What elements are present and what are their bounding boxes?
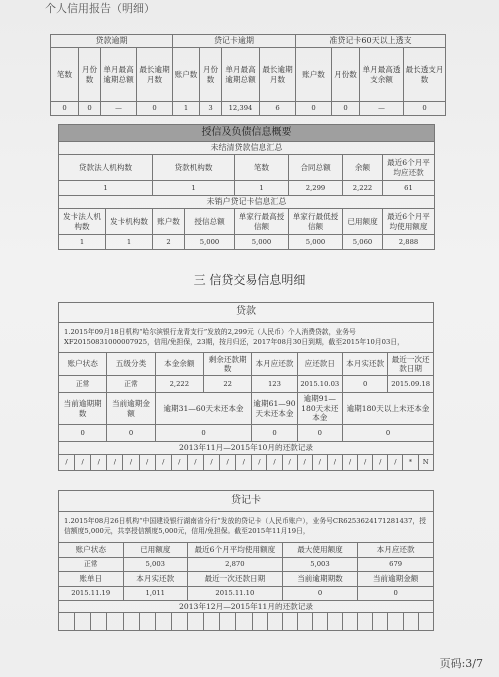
table-cell: 5,000 xyxy=(185,235,235,250)
record-cell: / xyxy=(342,455,357,471)
table-cell: 0 xyxy=(252,425,297,442)
column-header: 本月实还款 xyxy=(342,353,387,376)
table-cell: 1 xyxy=(59,235,106,250)
column-header: 授信总额 xyxy=(185,209,235,235)
record-cell xyxy=(107,613,123,631)
table-cell: 22 xyxy=(203,376,251,393)
record-cell xyxy=(267,613,282,631)
table-cell: 5,003 xyxy=(123,558,188,572)
record-cell xyxy=(297,613,312,631)
column-header: 账户数 xyxy=(153,209,185,235)
column-header: 最近6个月平均应还款 xyxy=(383,155,435,181)
table-cell: 2015.09.18 xyxy=(388,376,434,393)
record-cell: / xyxy=(388,455,403,471)
column-header: 合同总额 xyxy=(289,155,343,181)
column-header: 当前逾期期数 xyxy=(282,572,358,587)
column-header: 单月最高逾期总额 xyxy=(222,48,260,102)
card-detail-title: 贷记卡 xyxy=(59,491,434,512)
column-header: 最大使用额度 xyxy=(282,543,358,558)
record-cell: / xyxy=(282,455,297,471)
table-cell: 5,000 xyxy=(289,235,343,250)
table-cell: 12,394 xyxy=(222,102,260,116)
record-cell: / xyxy=(220,455,236,471)
column-header: 单家行最高授信额 xyxy=(235,209,289,235)
table-cell: 0 xyxy=(79,102,101,116)
record-cell: / xyxy=(187,455,203,471)
column-header: 已用额度 xyxy=(343,209,383,235)
column-header: 贷款法人机构数 xyxy=(59,155,153,181)
column-header: 账户数 xyxy=(296,48,332,102)
record-cell: / xyxy=(297,455,312,471)
table-cell: 0 xyxy=(332,102,360,116)
table-cell: 1,011 xyxy=(123,587,188,601)
column-header: 当前逾期金额 xyxy=(358,572,434,587)
table-cell: 0 xyxy=(297,425,342,442)
record-cell xyxy=(91,613,107,631)
table-row xyxy=(59,425,434,442)
record-cell: / xyxy=(373,455,388,471)
column-header: 当前逾期期数 xyxy=(59,393,107,425)
column-header: 月份数 xyxy=(200,48,222,102)
record-cell xyxy=(312,613,327,631)
column-header: 月份数 xyxy=(332,48,360,102)
record-cell xyxy=(236,613,252,631)
record-cell xyxy=(75,613,91,631)
table-cell: 2015.11.10 xyxy=(188,587,283,601)
column-header: 本金余额 xyxy=(155,353,203,376)
table-row xyxy=(59,181,435,196)
table-cell: 0 xyxy=(404,102,446,116)
record-cell: / xyxy=(123,455,139,471)
column-header: 本月应还款 xyxy=(358,543,434,558)
card-detail-table xyxy=(58,490,434,631)
table-cell: 6 xyxy=(260,102,296,116)
record-cell: / xyxy=(358,455,373,471)
card-summary-subtitle: 未销户贷记卡信息汇总 xyxy=(59,196,435,209)
column-header: 最近6个月平均使用额度 xyxy=(383,209,435,235)
table-cell: 2015.11.19 xyxy=(59,587,124,601)
record-cell xyxy=(343,613,358,631)
table-cell: 61 xyxy=(383,181,435,196)
group-loan-overdue: 贷款逾期 xyxy=(51,35,173,48)
loan-detail-title: 贷款 xyxy=(59,303,434,323)
column-header: 账户状态 xyxy=(59,543,124,558)
table-cell: 0 xyxy=(51,102,79,116)
record-cell xyxy=(171,613,187,631)
record-cell: / xyxy=(91,455,107,471)
record-cell: / xyxy=(252,455,267,471)
column-header: 余额 xyxy=(343,155,383,181)
column-header: 剩余还款期数 xyxy=(203,353,251,376)
column-header: 最长逾期月数 xyxy=(137,48,173,102)
column-header: 逾期31—60天未还本金 xyxy=(155,393,252,425)
table-cell: 2,888 xyxy=(383,235,435,250)
record-cell xyxy=(418,613,433,631)
table-cell: 0 xyxy=(59,425,107,442)
record-cell: / xyxy=(236,455,252,471)
column-header: 账户状态 xyxy=(59,353,107,376)
table-cell: 0 xyxy=(296,102,332,116)
table-cell: — xyxy=(101,102,137,116)
section-title: 三 信贷交易信息明细 xyxy=(193,273,306,287)
table-cell: 5,060 xyxy=(343,235,383,250)
table-cell: 1 xyxy=(106,235,153,250)
table-cell: 正常 xyxy=(107,376,155,393)
column-header: 最近6个月平均使用额度 xyxy=(188,543,283,558)
overdue-summary-table xyxy=(50,34,446,116)
table-cell: 5,003 xyxy=(282,558,358,572)
column-header: 笔数 xyxy=(235,155,289,181)
column-header: 逾期91—180天未还本金 xyxy=(297,393,342,425)
record-cell: / xyxy=(327,455,342,471)
table-row xyxy=(59,558,434,572)
column-header: 最长逾期月数 xyxy=(260,48,296,102)
table-cell: 1 xyxy=(59,181,153,196)
table-cell: 0 xyxy=(282,587,358,601)
record-cell: / xyxy=(171,455,187,471)
table-cell: 0 xyxy=(342,376,387,393)
record-cell: N xyxy=(418,455,433,471)
table-cell: 1 xyxy=(153,181,235,196)
loan-description: 1.2015年09月18日机构“哈尔滨银行龙青支行”发放的2,299元（人民币）个人消费贷款，业务号XF20150831000007925，信用/免担保，23期，按月归还，2017年08月30日到期，截至2015年10月03日， xyxy=(59,323,434,353)
record-cell: / xyxy=(312,455,327,471)
table-row xyxy=(51,102,446,116)
record-cell: / xyxy=(107,455,123,471)
report-header: 个人信用报告（明细） xyxy=(45,2,155,15)
record-cell xyxy=(188,613,204,631)
table-cell: 123 xyxy=(252,376,297,393)
column-header: 发卡法人机构数 xyxy=(59,209,106,235)
column-header: 最近一次还款日期 xyxy=(188,572,283,587)
column-header: 单月最高逾期总额 xyxy=(101,48,137,102)
table-cell: 679 xyxy=(358,558,434,572)
loan-summary-subtitle: 未结清贷款信息汇总 xyxy=(59,142,435,155)
table-cell: 1 xyxy=(235,181,289,196)
group-semi-card-overdraft: 准贷记卡60天以上透支 xyxy=(296,35,446,48)
record-cell xyxy=(328,613,343,631)
record-cell xyxy=(358,613,373,631)
column-header: 单月最高透支余额 xyxy=(360,48,404,102)
table-cell: 0 xyxy=(358,587,434,601)
repayment-record-title: 2013年11月—2015年10月的还款记录 xyxy=(59,442,434,455)
credit-overview-table xyxy=(58,124,435,250)
table-cell: — xyxy=(360,102,404,116)
table-cell: 2,222 xyxy=(343,181,383,196)
column-header: 逾期61—90天未还本金 xyxy=(252,393,297,425)
table-cell: 5,000 xyxy=(235,235,289,250)
loan-detail-table xyxy=(58,302,434,471)
column-header: 单家行最低授信额 xyxy=(289,209,343,235)
record-cell: / xyxy=(139,455,155,471)
record-cell xyxy=(252,613,267,631)
table-cell: 0 xyxy=(137,102,173,116)
column-header: 最近一次还款日期 xyxy=(388,353,434,376)
column-header: 本月实还款 xyxy=(123,572,188,587)
column-header: 已用额度 xyxy=(123,543,188,558)
column-header: 最长透支月数 xyxy=(404,48,446,102)
record-cell xyxy=(220,613,236,631)
column-header: 当前逾期金额 xyxy=(107,393,155,425)
column-header: 账单日 xyxy=(59,572,124,587)
record-cell xyxy=(282,613,297,631)
table-cell: 正常 xyxy=(59,558,124,572)
credit-overview-title: 授信及负债信息概要 xyxy=(59,125,435,142)
repayment-record-row xyxy=(59,455,434,471)
record-cell: / xyxy=(75,455,91,471)
table-row xyxy=(59,587,434,601)
column-header: 贷款机构数 xyxy=(153,155,235,181)
table-row xyxy=(59,376,434,393)
table-cell: 2,299 xyxy=(289,181,343,196)
record-cell: / xyxy=(203,455,219,471)
card-description: 1.2015年08月26日机构“中国建设银行湖南省分行”发放的贷记卡（人民币账户），业务号CR6253624171281437，授信额度5,000元，共享授信额度5,000元，信用/免担保。截至2015年11月19日， xyxy=(59,512,434,543)
record-cell xyxy=(204,613,220,631)
record-cell xyxy=(123,613,139,631)
table-cell: 2,222 xyxy=(155,376,203,393)
record-cell: * xyxy=(403,455,418,471)
record-cell xyxy=(139,613,155,631)
table-cell: 3 xyxy=(200,102,222,116)
table-cell: 0 xyxy=(342,425,433,442)
table-cell: 正常 xyxy=(59,376,107,393)
column-header: 应还款日 xyxy=(297,353,342,376)
column-header: 五级分类 xyxy=(107,353,155,376)
record-cell xyxy=(403,613,418,631)
column-header: 本月应还款 xyxy=(252,353,297,376)
record-cell xyxy=(155,613,171,631)
record-cell xyxy=(388,613,403,631)
record-cell xyxy=(59,613,75,631)
table-cell: 2015.10.03 xyxy=(297,376,342,393)
column-header: 发卡机构数 xyxy=(106,209,153,235)
repayment-record-row xyxy=(59,613,434,631)
table-cell: 1 xyxy=(173,102,200,116)
column-header: 月份数 xyxy=(79,48,101,102)
record-cell xyxy=(373,613,388,631)
column-header: 逾期180天以上未还本金 xyxy=(342,393,433,425)
table-cell: 0 xyxy=(155,425,252,442)
record-cell: / xyxy=(155,455,171,471)
page-number: 页码:3/7 xyxy=(439,657,483,670)
record-cell: / xyxy=(59,455,75,471)
column-header: 账户数 xyxy=(173,48,200,102)
group-card-overdue: 贷记卡逾期 xyxy=(173,35,296,48)
column-header: 笔数 xyxy=(51,48,79,102)
table-cell: 0 xyxy=(107,425,155,442)
repayment-record-title: 2013年12月—2015年11月的还款记录 xyxy=(59,601,434,613)
record-cell: / xyxy=(267,455,282,471)
table-row xyxy=(59,235,435,250)
table-cell: 2 xyxy=(153,235,185,250)
table-cell: 2,870 xyxy=(188,558,283,572)
